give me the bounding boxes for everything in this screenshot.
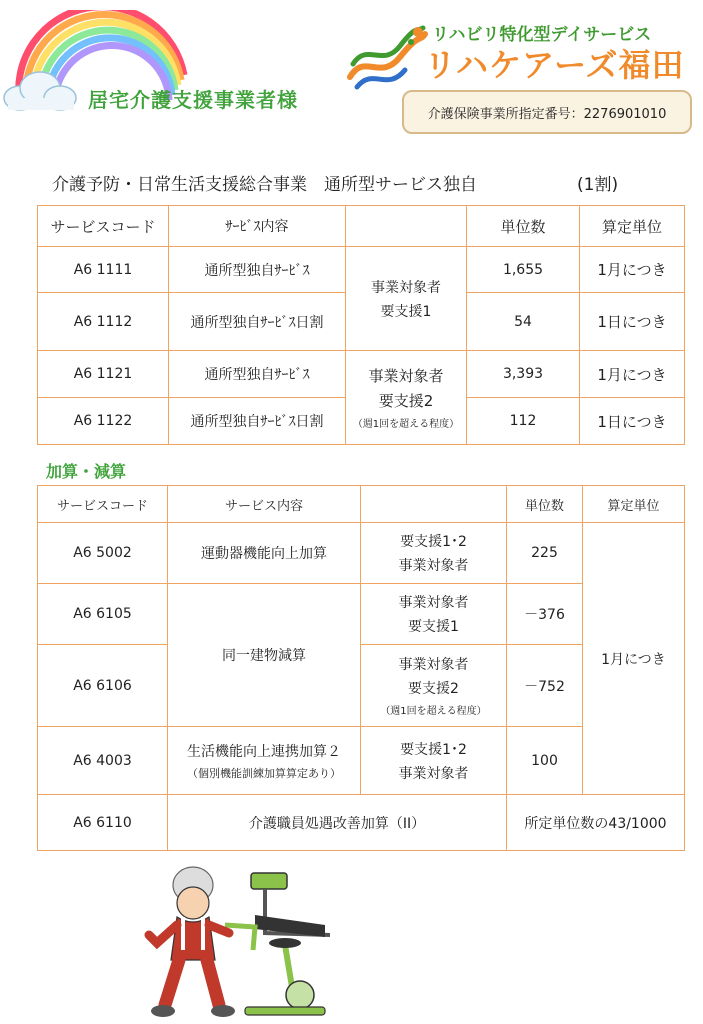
target-line: 事業対象者 [371,279,441,296]
section2-title: 加算・減算 [46,462,127,481]
header-cell: サービスコード [38,486,168,523]
header-cell: 算定単位 [580,206,685,247]
unit-count: 54 [467,293,580,351]
addition-table [37,485,685,851]
target-line: 要支援1 [380,303,432,320]
section1-title: 介護予防・日常生活支援総合事業 通所型サービス独自 [52,175,477,195]
logo-tagline: リハビリ特化型デイサービス [432,25,652,45]
header-cell [361,486,507,523]
service-content [168,727,361,795]
service-code: A6 4003 [38,727,168,795]
unit-count: －752 [507,645,583,727]
service-code: A6 6110 [38,795,168,851]
target-line: 事業対象者 [398,558,469,574]
service-code: A6 6106 [38,645,168,727]
unit-basis: 1月につき [580,351,685,398]
target-line: 事業対象者 [398,765,469,782]
unit-basis: 1日につき [580,398,685,445]
target-line: 要支援2 [408,681,459,697]
service-code: A6 1111 [38,247,169,293]
service-table [37,205,685,445]
header-cell: 単位数 [467,206,580,247]
unit-basis: 1月につき [583,523,685,795]
target-line: 要支援1･2 [400,741,467,758]
unit-count: 1,655 [467,247,580,293]
target-note: （週1回を超える程度） [380,706,487,717]
header-cell: サービスコード [38,206,169,247]
target-group [361,584,507,645]
section1-ratio: (1割) [577,175,619,195]
unit-count: －376 [507,584,583,645]
table-row [38,247,685,293]
header-cell [346,206,467,247]
header-cell: サービス内容 [168,486,361,523]
target-group [346,351,467,445]
exercise-illustration-icon [135,855,335,1024]
target-group [361,523,507,584]
target-line: 要支援1･2 [400,534,467,550]
target-group [361,727,507,795]
unit-count: 225 [507,523,583,584]
table-header-row [38,206,685,247]
service-content: 介護職員処遇改善加算（II） [168,795,507,851]
service-content: 通所型独自ｻｰﾋﾞｽ [169,247,346,293]
service-code: A6 1112 [38,293,169,351]
target-line: 事業対象者 [398,595,469,611]
service-content: 同一建物減算 [168,584,361,727]
content-note: （個別機能訓練加算算定あり） [187,766,341,780]
unit-count: 112 [467,398,580,445]
service-content: 通所型独自ｻｰﾋﾞｽ日割 [169,398,346,445]
service-code: A6 1122 [38,398,169,445]
table-row [38,523,685,584]
header-cell: 単位数 [507,486,583,523]
service-code: A6 5002 [38,523,168,584]
target-line: 事業対象者 [398,657,469,673]
content-line: 生活機能向上連携加算２ [187,743,341,760]
target-group [346,247,467,351]
target-line: 要支援2 [378,392,434,410]
unit-count: 3,393 [467,351,580,398]
license-number-text: 介護保険事業所指定番号：2276901010 [427,106,667,122]
table-row [38,795,685,851]
target-note: （週1回を超える程度） [352,419,460,430]
header-cell: ｻｰﾋﾞｽ内容 [169,206,346,247]
service-content: 通所型独自ｻｰﾋﾞｽ [169,351,346,398]
target-line: 事業対象者 [368,367,444,385]
table-row [38,351,685,398]
unit-count: 100 [507,727,583,795]
target-group [361,645,507,727]
service-code: A6 1121 [38,351,169,398]
logo-name: リハケアーズ福田 [424,46,685,84]
target-line: 要支援1 [408,619,459,635]
unit-count: 所定単位数の43/1000 [507,795,685,851]
header-cell: 算定単位 [583,486,685,523]
service-content: 通所型独自ｻｰﾋﾞｽ日割 [169,293,346,351]
unit-basis: 1日につき [580,293,685,351]
logo-swoosh-icon [345,22,430,92]
service-code: A6 6105 [38,584,168,645]
addressee-heading: 居宅介護支援事業者様 [88,88,298,112]
service-content: 運動器機能向上加算 [168,523,361,584]
table-header-row [38,486,685,523]
license-number-box [402,90,692,134]
unit-basis: 1月につき [580,247,685,293]
